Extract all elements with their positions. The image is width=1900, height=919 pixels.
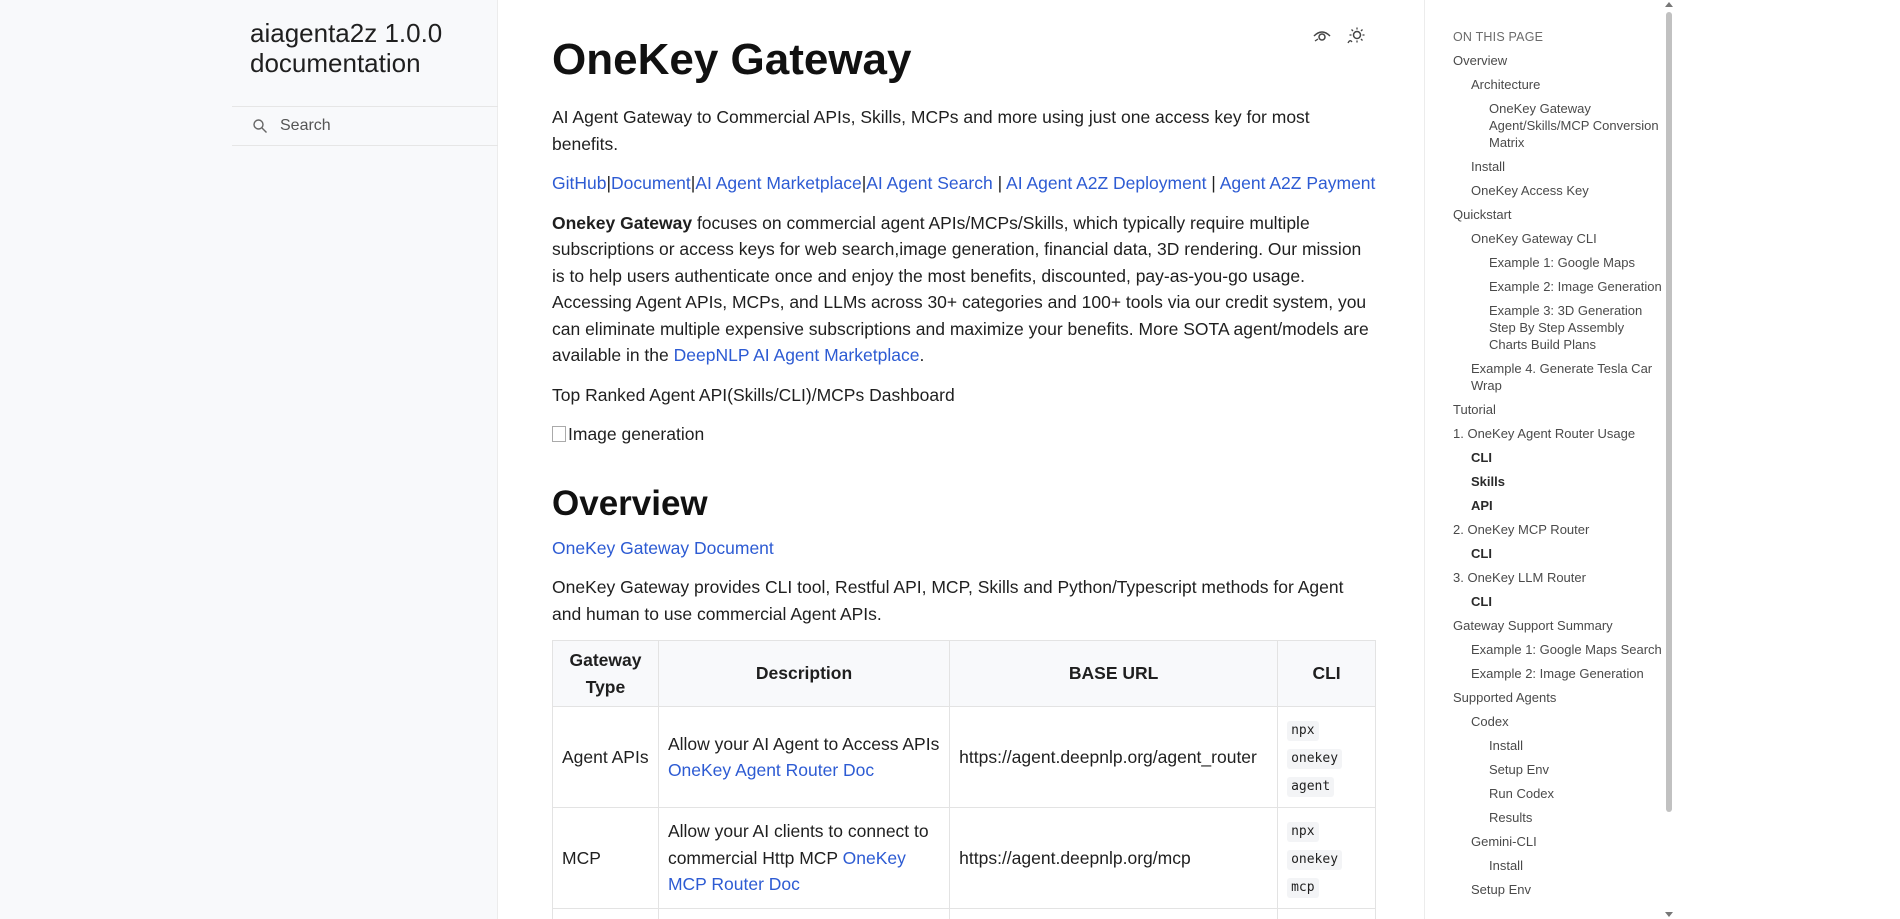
scroll-down-arrow-icon[interactable] <box>1665 912 1673 917</box>
toc-heading: ON THIS PAGE <box>1453 30 1544 44</box>
page-title: OneKey Gateway <box>552 35 912 84</box>
search-input[interactable] <box>278 116 482 136</box>
link-row: GitHub|Document|AI Agent Marketplace|AI Agent Search | AI Agent A2Z Deployment | Agent A2Z Payment <box>552 173 1376 193</box>
overview-doc-link[interactable]: OneKey Gateway Document <box>552 537 774 558</box>
focus-bold: Onekey Gateway <box>552 212 693 233</box>
header-base-url: BASE URL <box>950 641 1278 707</box>
toc-item[interactable]: 3. OneKey LLM Router <box>1453 570 1586 585</box>
toc-item[interactable]: Example 4. Generate Tesla Car Wrap <box>1471 361 1653 393</box>
broken-image-icon <box>552 426 566 442</box>
table-header-row <box>553 641 1376 707</box>
toc-item[interactable]: Example 3: 3D Generation Step By Step Assembly Charts Build Plans <box>1489 303 1643 352</box>
article-body <box>552 104 1376 919</box>
cell-cli <box>1278 707 1376 808</box>
toc-item[interactable]: Example 1: Google Maps Search <box>1471 642 1662 657</box>
focus-text: focuses on commercial agent APIs/MCPs/Skills, which typically require multiple subscriptions or access keys for web search,image generation, financial data, 3D rendering. Our mission is to help users authenticate once and enjoy the most benefits, discounted, pay-as-you-go usage. Accessing Agent APIs, MCPs, and LLMs across 30+ categories and 100+ tools via our credit system, you can eliminate multiple expensive subscriptions and maximize your benefits. More SOTA agent/models are available in the <box>552 212 1369 365</box>
toc-list <box>1453 52 1664 898</box>
toc-item[interactable]: Gemini-CLI <box>1471 834 1537 849</box>
toc-item[interactable]: Supported Agents <box>1453 690 1557 705</box>
cell-type: Agent APIs <box>553 707 659 808</box>
table-row <box>553 808 1376 909</box>
marketplace-link[interactable]: AI Agent Marketplace <box>695 173 862 193</box>
left-sidebar <box>0 0 498 919</box>
toc-item[interactable]: Gateway Support Summary <box>1453 618 1613 633</box>
cli-token: agent <box>1287 777 1334 797</box>
scroll-thumb[interactable] <box>1666 12 1672 812</box>
intro-paragraph: AI Agent Gateway to Commercial APIs, Skills, MCPs and more using just one access key for most benefits. <box>552 107 1310 154</box>
toc-item[interactable]: Quickstart <box>1453 207 1512 222</box>
image-alt-text: Image generation <box>568 424 705 444</box>
cell-description-text: Allow your AI Agent to Access APIs <box>667 733 940 754</box>
cli-token: onekey <box>1287 850 1342 870</box>
cell-description-text: Allow your AI clients to connect to commercial Http MCP <box>667 821 929 868</box>
cli-token: npx <box>1287 822 1318 842</box>
toc-item[interactable]: CLI <box>1471 450 1492 465</box>
document-link[interactable]: Document <box>611 173 691 193</box>
dashboard-label: Top Ranked Agent API(Skills/CLI)/MCPs Dashboard <box>552 384 955 405</box>
toc-item[interactable]: Architecture <box>1471 77 1541 92</box>
toc-item[interactable]: Tutorial <box>1453 402 1496 417</box>
cell-type: MCP <box>553 808 659 909</box>
gateway-table <box>552 640 1376 919</box>
search-icon <box>252 118 268 134</box>
github-link[interactable]: GitHub <box>552 173 607 193</box>
cli-token: npx <box>1287 721 1318 741</box>
agent-search-link[interactable]: AI Agent Search <box>866 173 993 193</box>
header-description: Description <box>658 641 949 707</box>
agent-router-doc-link[interactable]: OneKey Agent Router Doc <box>667 760 875 780</box>
search-box[interactable] <box>232 106 498 146</box>
toc-item[interactable]: 2. OneKey MCP Router <box>1453 522 1590 537</box>
toc-item[interactable]: OneKey Gateway CLI <box>1471 231 1597 246</box>
toc-item[interactable]: Install <box>1471 159 1505 174</box>
toc-item[interactable]: Setup Env <box>1489 762 1549 777</box>
focus-paragraph <box>552 210 1376 369</box>
toc-item[interactable]: Codex <box>1471 714 1509 729</box>
toc-item[interactable]: OneKey Gateway Agent/Skills/MCP Conversion Matrix <box>1489 101 1659 150</box>
toc-item[interactable]: API <box>1471 498 1493 513</box>
cli-token: mcp <box>1287 878 1318 898</box>
on-this-page-toc <box>1424 0 1664 919</box>
focus-end: . <box>919 345 925 365</box>
broken-image <box>552 421 704 448</box>
header-cli: CLI <box>1278 641 1376 707</box>
toc-item[interactable]: Example 2: Image Generation <box>1471 666 1644 681</box>
main-content <box>552 0 1376 919</box>
table-row <box>553 909 1376 919</box>
toc-item[interactable]: Example 1: Google Maps <box>1489 255 1635 270</box>
cell-description <box>658 808 949 909</box>
overview-paragraph: OneKey Gateway provides CLI tool, Restful API, MCP, Skills and Python/Typescript methods for Agent and human to use commercial Agent APIs. <box>552 577 1344 624</box>
toc-item[interactable]: Run Codex <box>1489 786 1555 801</box>
cli-token: onekey <box>1287 749 1342 769</box>
toc-item[interactable]: CLI <box>1471 594 1492 609</box>
toc-item[interactable]: CLI <box>1471 546 1492 561</box>
toc-item[interactable]: Results <box>1489 810 1533 825</box>
toc-item[interactable]: 1. OneKey Agent Router Usage <box>1453 426 1636 441</box>
toc-item[interactable]: Skills <box>1471 474 1505 489</box>
deployment-link[interactable]: AI Agent A2Z Deployment <box>1006 173 1207 193</box>
table-row <box>553 707 1376 808</box>
cell-description <box>658 707 949 808</box>
toc-item[interactable]: Install <box>1489 738 1523 753</box>
brand-title[interactable]: aiagenta2z 1.0.0 documentation <box>250 18 443 78</box>
toc-item[interactable]: Overview <box>1453 53 1508 68</box>
toc-item[interactable]: OneKey Access Key <box>1471 183 1589 198</box>
toc-scrollbar[interactable] <box>1664 0 1674 919</box>
payment-link[interactable]: Agent A2Z Payment <box>1219 173 1376 193</box>
cell-cli <box>1278 808 1376 909</box>
scroll-up-arrow-icon[interactable] <box>1665 2 1673 7</box>
cell-base-url: https://agent.deepnlp.org/agent_router <box>950 707 1278 808</box>
overview-heading: Overview <box>552 483 708 523</box>
marketplace-inline-link[interactable]: DeepNLP AI Agent Marketplace <box>673 345 920 365</box>
toc-item[interactable]: Example 2: Image Generation <box>1489 279 1662 294</box>
cell-base-url: https://agent.deepnlp.org/mcp <box>950 808 1278 909</box>
header-gateway-type: Gateway Type <box>553 641 659 707</box>
toc-item[interactable]: Setup Env <box>1471 882 1531 897</box>
mcp-router-doc-link[interactable]: OneKey MCP Router Doc <box>667 847 906 895</box>
toc-item[interactable]: Install <box>1489 858 1523 873</box>
